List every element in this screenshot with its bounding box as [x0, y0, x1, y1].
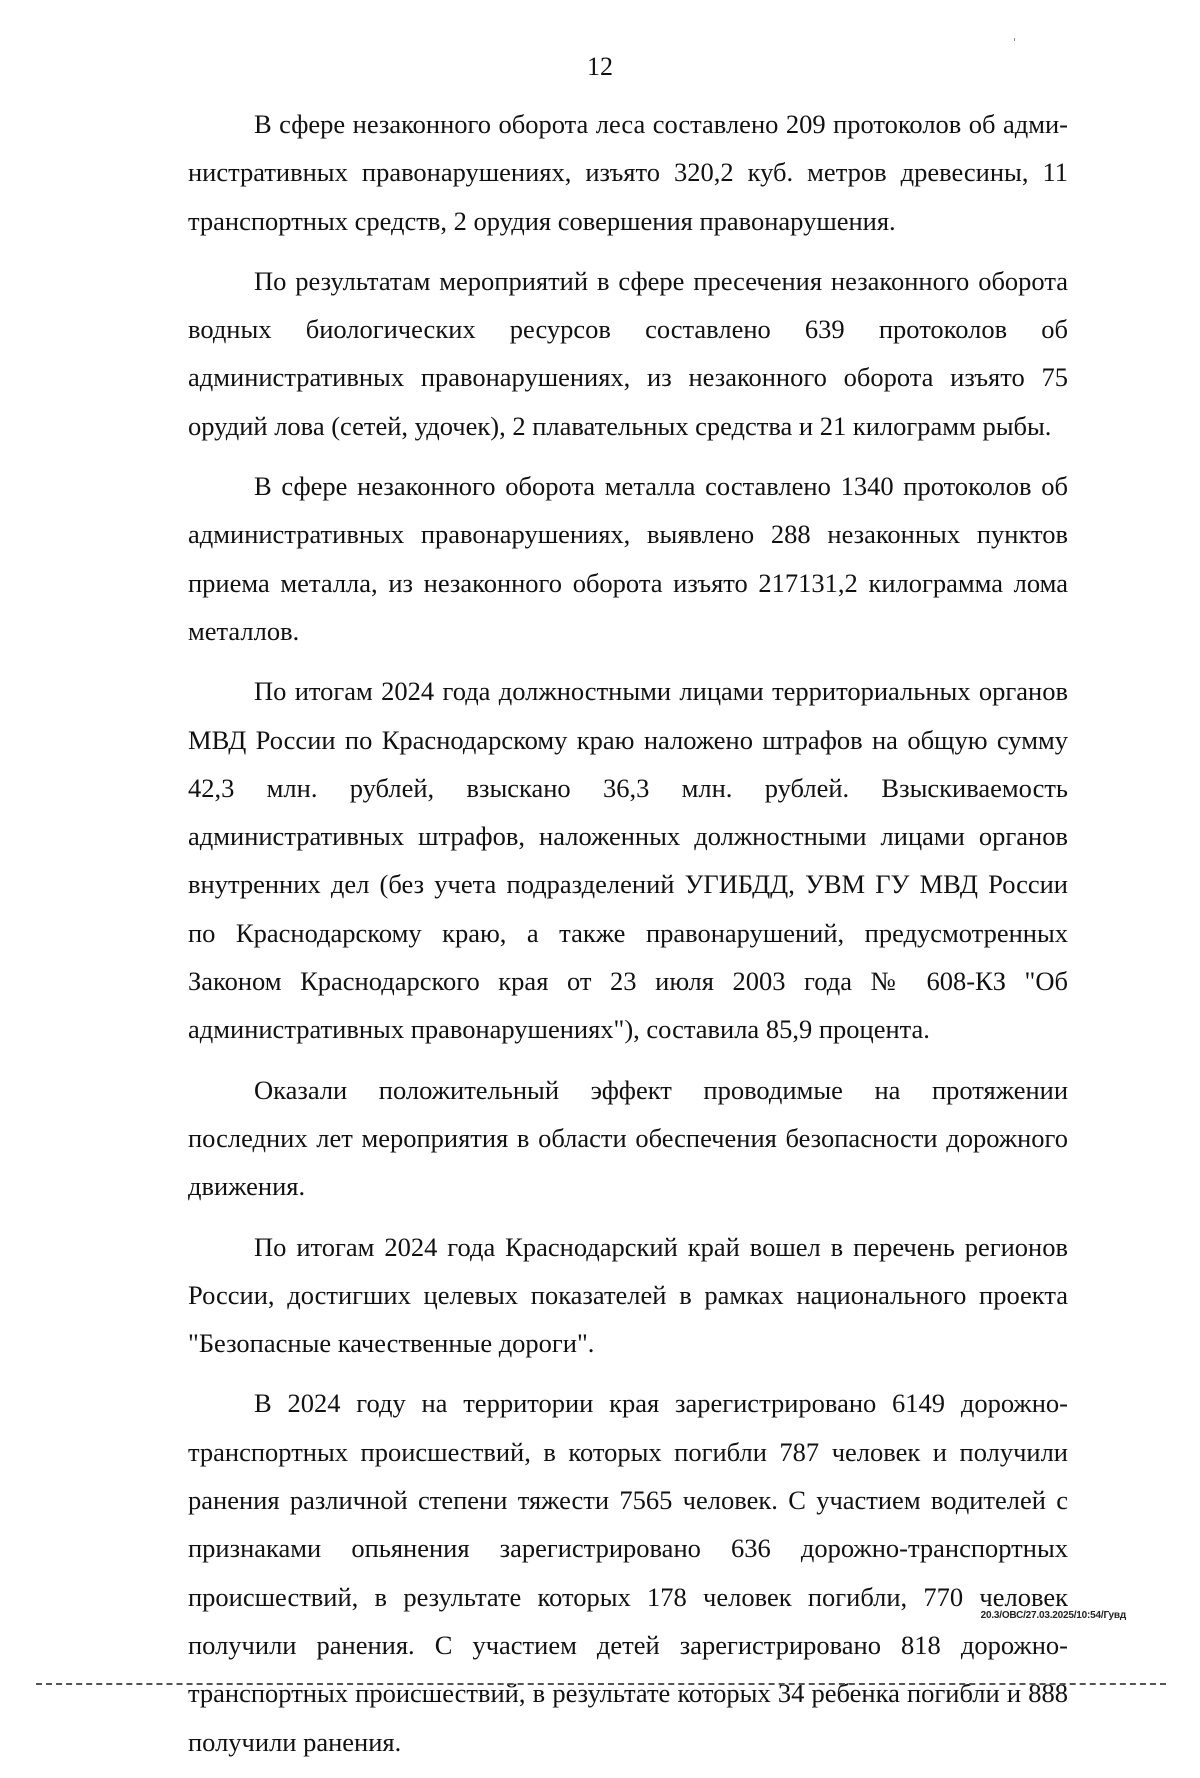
paragraph-metal: В сфере незаконного оборота металла составлено 1340 протоколов об административных правонарушениях, выявлено 288 незаконных пунктов приема металла, из незаконного оборота изъято 217131,2 килограмма лома металлов.: [188, 471, 1068, 646]
document-body: [188, 100, 1068, 1778]
paragraph-forest: В сфере незаконного оборота леса составлено 209 протоколов об административных правонарушениях, изъято 320,2 куб. метров древесины, 11 транспортных средств, 2 орудия совершения правонарушения.: [188, 109, 1068, 236]
paragraph-road-accidents: В 2024 году на территории края зарегистрировано 6149 дорожно-транспортных происшествий, в которых погибли 787 человек и получили ранения различной степени тяжести 7565 человек. С участием водителей с признаками опьянения зарегистрировано 636 дорожно-транспортных происшествий, в результате которых 178 человек погибли, 770 человек получили ранения. С участием детей зарегистрировано 818 дорожно-транспортных происшествий, в результате которых 34 ребенка погибли и 888 получили ранения.: [188, 1388, 1068, 1757]
paragraph-road-safety-effect: Оказали положительный эффект проводимые на протяжении последних лет мероприятия в области обеспечения безопасности дорожного движения.: [188, 1074, 1068, 1202]
scan-mark: [1014, 38, 1015, 41]
page-number: 12: [587, 52, 613, 81]
paragraph-aquatic-resources: По результатам мероприятий в сфере пресечения незаконного оборота водных биологических ресурсов составлено 639 протоколов об административных правонарушениях, из незаконного оборота изъято 75 орудий лова (сетей, удочек), 2 плавательных средства и 21 килограмм рыбы.: [188, 265, 1068, 441]
footer-registration-code: 20.3/ОВС/27.03.2025/10:54/Гувд: [980, 1610, 1126, 1621]
paragraph-fines: По итогам 2024 года должностными лицами территориальных органов МВД России по Краснодарскому краю наложено штрафов на общую сумму 42,3 млн. рублей, взыскано 36,3 млн. рублей. Взыскиваемость административных штрафов, наложенных должностными лицами органов внутренних дел (без учета подразделений УГИБДД, УВМ ГУ МВД России по Краснодарскому краю, а также правонарушений, предусмотренных Законом Краснодарского края от 23 июля 2003 года № 608-КЗ "Об административных правонарушениях"), составила 85,9 процента.: [188, 676, 1068, 1045]
scan-bottom-edge: [36, 1683, 1166, 1685]
paragraph-national-project: По итогам 2024 года Краснодарский край вошел в перечень регионов России, достигших целевых показателей в рамках национального проекта "Безопасные качественные дороги".: [188, 1231, 1068, 1359]
